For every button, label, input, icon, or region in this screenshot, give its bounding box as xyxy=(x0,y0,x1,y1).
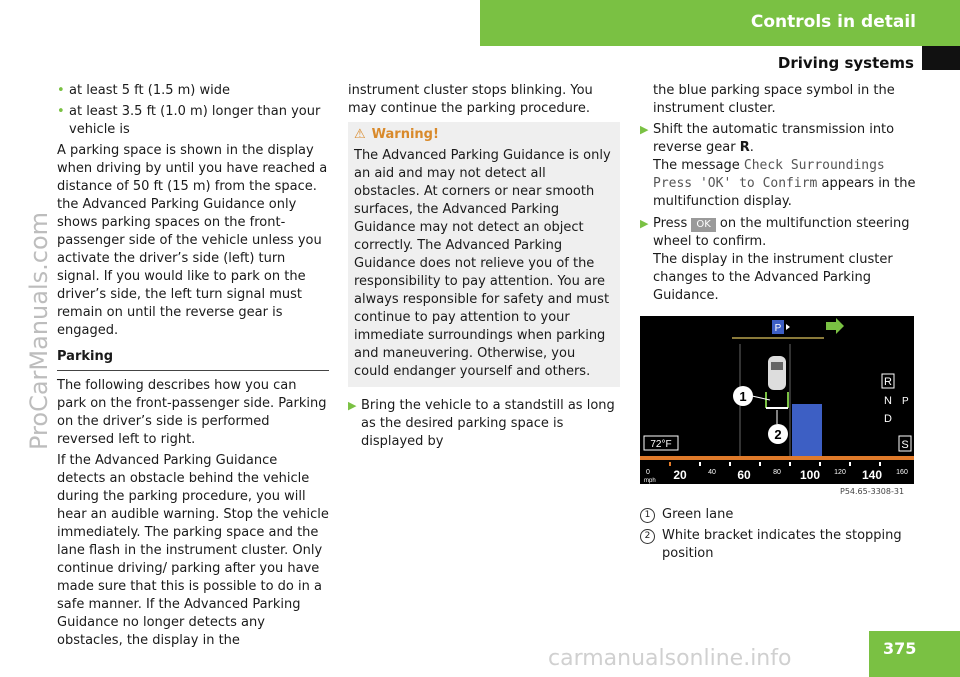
step-shift: ▶ Shift the automatic transmission into reverse gear R. The message Check Surroundings Press 'OK' to Confirm appears in the multifunction display. xyxy=(640,122,916,209)
gear-n-label: N xyxy=(884,395,892,407)
step-arrow-icon: ▶ xyxy=(348,399,357,412)
display-message: Check Surroundings Press 'OK' to Confirm xyxy=(653,158,885,191)
svg-text:mph: mph xyxy=(644,478,656,484)
step-confirm: ▶ Press OK on the multifunction steering wheel to confirm. The display in the instrument cluster changes to the Advanced Parking Guidance. xyxy=(640,216,910,303)
continued-paragraph: instrument cluster stops blinking. You may continue the parking procedure. xyxy=(348,83,593,116)
bottom-watermark: carmanualsonline.info xyxy=(548,646,792,671)
figure-code: P54.65-3308-31 xyxy=(840,487,905,496)
list-item: • at least 3.5 ft (1.0 m) longer than your vehicle is xyxy=(57,104,321,137)
figure-legend xyxy=(640,506,910,566)
list-item: • at least 5 ft (1.5 m) wide xyxy=(57,83,230,98)
warning-title: Warning! xyxy=(371,127,439,142)
legend-item: 2 White bracket indicates the stopping position xyxy=(640,527,910,563)
svg-text:160: 160 xyxy=(896,469,908,476)
gear-r-label: R xyxy=(884,376,892,388)
svg-text:100: 100 xyxy=(799,468,821,482)
header-tab xyxy=(922,46,960,70)
svg-text:60: 60 xyxy=(737,468,751,482)
svg-text:S: S xyxy=(901,439,909,451)
legend-item: 1 Green lane xyxy=(640,506,910,524)
column-3 xyxy=(640,82,916,309)
gear-d-label: D xyxy=(884,413,892,425)
svg-text:1: 1 xyxy=(739,389,747,404)
svg-text:P: P xyxy=(902,396,909,407)
warning-triangle-icon: ⚠ xyxy=(354,127,366,142)
step-standstill: ▶ Bring the vehicle to a standstill as long as the desired parking space is displayed by xyxy=(348,398,615,449)
column-2 xyxy=(348,82,620,455)
parking-paragraph: The following describes how you can park on the front-passenger side. Parking on the driver’s side is performed reversed left to right. xyxy=(57,378,327,447)
warning-box xyxy=(348,122,620,387)
svg-text:2: 2 xyxy=(774,427,782,442)
instrument-cluster-figure xyxy=(640,316,914,484)
parking-heading: Parking xyxy=(57,348,329,371)
svg-text:140: 140 xyxy=(861,468,883,482)
section-title: Controls in detail xyxy=(750,12,916,32)
svg-text:0: 0 xyxy=(646,469,650,476)
svg-text:20: 20 xyxy=(673,468,687,482)
intro-paragraph: A parking space is shown in the display when driving by until you have reached a distance of 50 ft (15 m) from the space. the Advanced Parking Guidance only shows parking spaces on the front-passenger side of the vehicle unless you activate the driver’s side (left) turn signal. If you would like to park on the driver’s side, the left turn signal must remain on until the reverse gear is engaged. xyxy=(57,143,328,338)
side-watermark: ProCarManuals.com xyxy=(25,211,53,450)
gear-r: R xyxy=(739,140,750,155)
obstacle-paragraph: If the Advanced Parking Guidance detects an obstacle behind the vehicle during the parking procedure, you will hear an audible warning. Stop the vehicle immediately. The parking space and the lane flash in the instrument cluster. Only continue driving/ parking after you have made sure that this is possible to do in a safe manner. If the Advanced Parking Guidance no longer detects any obstacles, the display in the xyxy=(57,453,329,648)
continued-step-text: the blue parking space symbol in the instrument cluster. xyxy=(653,83,895,116)
warning-text: The Advanced Parking Guidance is only an aid and may not detect all obstacles. At corners or near smooth surfaces, the Advanced Parking Guidance may not detect an object correctly. The Advanced Parking Guidance does not relieve you of the responsibility to pay attention. You are always responsible for safety and must continue to pay attention to your immediate surroundings when parking and maneuvering. Otherwise, you could endanger yourself and others. xyxy=(354,148,611,379)
page-number: 375 xyxy=(883,639,917,658)
cluster-graphic xyxy=(640,316,914,484)
page-number-tab xyxy=(869,631,960,677)
parking-space-blue xyxy=(792,404,822,456)
step-arrow-icon: ▶ xyxy=(640,123,649,136)
svg-text:120: 120 xyxy=(834,469,846,476)
outside-temp: 72°F xyxy=(650,439,672,450)
step-arrow-icon: ▶ xyxy=(640,217,649,230)
svg-text:80: 80 xyxy=(773,469,781,476)
car-icon xyxy=(768,356,786,390)
column-1 xyxy=(57,82,329,653)
svg-text:P: P xyxy=(774,323,782,334)
subsection-title: Driving systems xyxy=(777,54,914,72)
turn-arrow-icon xyxy=(826,318,844,334)
ok-button-icon: OK xyxy=(691,218,715,232)
svg-text:40: 40 xyxy=(708,469,716,476)
